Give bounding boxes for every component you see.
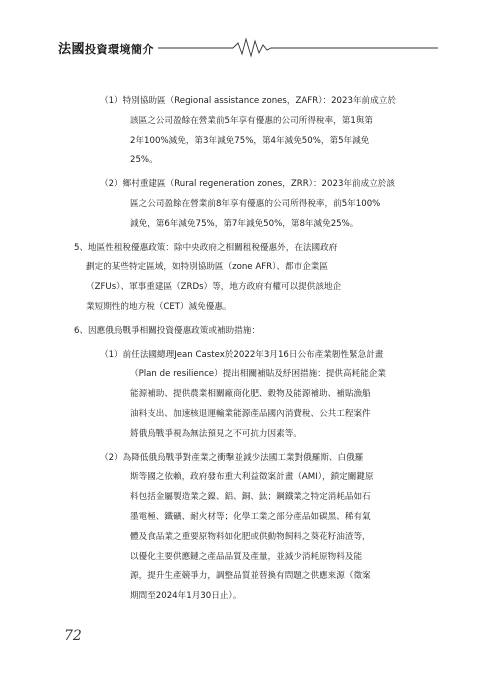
- text-line: 油料支出、加速核退運輸業能源產品國內消費稅、公共工程案件: [130, 408, 371, 419]
- running-header: [58, 36, 438, 60]
- header-title: [58, 38, 154, 57]
- sub-list-item: [100, 449, 420, 607]
- text-line: （1）前任法國總理Jean Castex於2022年3月16日公布產業韌性緊急計畫: [100, 349, 384, 360]
- text-line: 業短期性的地方稅（CET）減免優惠。: [86, 301, 232, 312]
- text-line: 料包括金屬製造業之鎳、鋁、銅、鈦；鋼鐵業之特定消耗品如石: [130, 492, 371, 503]
- text-line: 減免，第6年減免75%，第7年減免50%，第8年減免25%。: [130, 218, 359, 229]
- text-line: 墨電極、鐵礦、耐火材等；化學工業之部分產品如碳黑、稀有氣: [130, 511, 371, 522]
- text-line: 將俄烏戰爭視為無法預見之不可抗力因素等。: [130, 428, 302, 439]
- text-line: 體及食品業之重要原物料如化肥或供動物飼料之葵花籽油渣等，: [130, 531, 371, 542]
- header-title-main: 法國: [58, 42, 86, 57]
- text-line: 6、因應俄烏戰爭相關投資優惠政策或補助措施：: [74, 325, 260, 336]
- page-number: 72: [64, 628, 82, 644]
- text-line: 該區之公司盈餘在營業前5年享有優惠的公司所得稅率，第1與第: [130, 115, 373, 126]
- text-line: （1）特別協助區（Regional assistance zones，ZAFR）：2023年前成立於: [100, 96, 396, 106]
- text-line: 以優化主要供應鏈之產品品質及產量，並減少消耗原物料及能: [130, 551, 363, 562]
- text-line: 源，提升生產競爭力，調整品質並替換有問題之供應來源（徵案: [130, 571, 371, 582]
- body-text: [74, 92, 420, 611]
- text-line: 斯等國之依賴，政府發布重大利益徵案計畫（AMI），鎖定關鍵原: [130, 472, 374, 483]
- text-line: 25%。: [130, 155, 158, 166]
- header-title-sub: 投資環境簡介: [85, 43, 155, 56]
- text-line: 劃定的某些特定區域，如特別協助區（zone AFR）、都市企業區: [86, 262, 328, 273]
- text-line: 能源補助、提供農業相關廠商化肥、穀物及能源補助、補貼漁船: [130, 389, 371, 400]
- text-line: （ZFUs）、軍事重建區（ZRDs）等，地方政府有權可以提供該地企: [86, 282, 342, 293]
- text-line: （2）為降低俄烏戰爭對產業之衝擊並減少法國工業對俄羅斯、白俄羅: [100, 452, 364, 463]
- list-item: [74, 239, 420, 318]
- text-line: 2年100%減免，第3年減免75%，第4年減免50%，第5年減免: [130, 135, 370, 146]
- sub-list-item: [100, 346, 420, 445]
- sub-list-item: [100, 175, 420, 234]
- text-line: 區之公司盈餘在營業前8年享有優惠的公司所得稅率，前5年100%: [130, 198, 381, 209]
- text-line: （Plan de resilience）提出相關補貼及紓困措施：提供高耗能企業: [130, 369, 386, 380]
- list-item: [74, 322, 420, 342]
- sub-list-item: [100, 92, 420, 171]
- text-line: 期間至2024年1月30日止）。: [130, 591, 242, 602]
- text-line: 5、地區性租稅優惠政策：除中央政府之相關租稅優惠外，在法國政府: [74, 242, 338, 253]
- text-line: （2）鄉村重建區（Rural regeneration zones，ZRR）：2023年前成立於該: [100, 179, 395, 190]
